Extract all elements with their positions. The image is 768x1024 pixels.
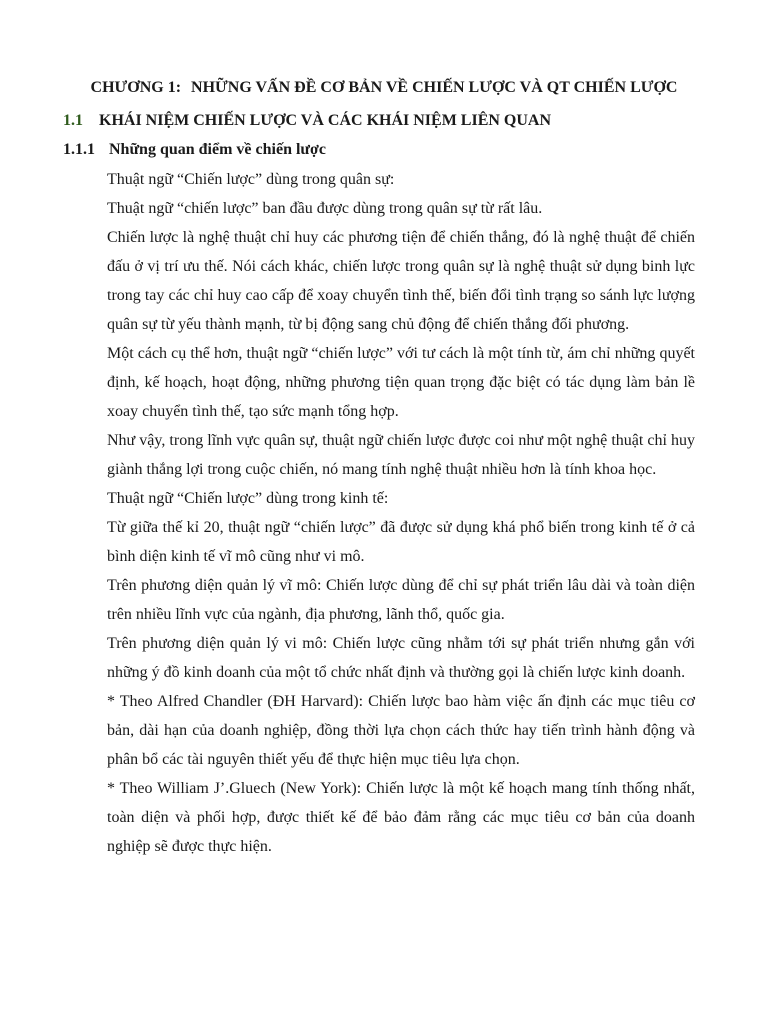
body-text xyxy=(107,165,695,861)
paragraph: Thuật ngữ “chiến lược” ban đầu được dùng trong quân sự từ rất lâu. xyxy=(107,200,543,217)
section-heading xyxy=(63,110,551,132)
paragraph: Chiến lược là nghệ thuật chỉ huy các phương tiện để chiến thắng, đó là nghệ thuật để chiến đấu ở vị trí ưu thế. Nói cách khác, chiến lược trong quân sự là nghệ thuật sử dụng binh lực trong tay các chỉ huy cao cấp để xoay chuyển tình thế, biến đổi tình trạng so sánh lực lượng quân sự từ yếu thành mạnh, từ bị động sang chủ động để chiến thắng đối phương. xyxy=(107,229,695,333)
paragraph: * Theo William J’.Gluech (New York): Chiến lược là một kế hoạch mang tính thống nhất, toàn diện và phối hợp, được thiết kế để bảo đảm rằng các mục tiêu cơ bản của doanh nghiệp sẽ được thực hiện. xyxy=(107,780,695,855)
paragraph: Trên phương diện quản lý vĩ mô: Chiến lược dùng để chỉ sự phát triển lâu dài và toàn diện trên nhiều lĩnh vực của ngành, địa phương, lãnh thổ, quốc gia. xyxy=(107,577,695,623)
subsection-title: Những quan điểm về chiến lược xyxy=(109,141,326,158)
chapter-label: CHƯƠNG 1: xyxy=(90,79,182,96)
chapter-title-text: NHỮNG VẤN ĐỀ CƠ BẢN VỀ CHIẾN LƯỢC VÀ QT CHIẾN LƯỢC xyxy=(191,79,678,96)
paragraph: Trên phương diện quản lý vi mô: Chiến lược cũng nhằm tới sự phát triển nhưng gắn với những ý đồ kinh doanh của một tổ chức nhất định và thường gọi là chiến lược kinh doanh. xyxy=(107,635,695,681)
paragraph: Một cách cụ thể hơn, thuật ngữ “chiến lược” với tư cách là một tính từ, ám chỉ những quyết định, kế hoạch, hoạt động, những phương tiện quan trọng đặc biệt có tác dụng làm bản lề xoay chuyển tình thế, tạo sức mạnh tổng hợp. xyxy=(107,345,695,420)
subsection-number: 1.1.1 xyxy=(63,141,95,158)
paragraph: Thuật ngữ “Chiến lược” dùng trong kinh tế: xyxy=(107,490,389,507)
paragraph: Thuật ngữ “Chiến lược” dùng trong quân sự: xyxy=(107,171,395,188)
paragraph: Từ giữa thế kỉ 20, thuật ngữ “chiến lược” đã được sử dụng khá phổ biến trong kinh tế ở cả bình diện kinh tế vĩ mô cũng như vi mô. xyxy=(107,519,695,565)
chapter-title xyxy=(0,77,768,99)
section-title: KHÁI NIỆM CHIẾN LƯỢC VÀ CÁC KHÁI NIỆM LIÊN QUAN xyxy=(99,112,552,129)
section-number: 1.1 xyxy=(63,112,83,129)
paragraph: * Theo Alfred Chandler (ĐH Harvard): Chiến lược bao hàm việc ấn định các mục tiêu cơ bản, dài hạn của doanh nghiệp, đồng thời lựa chọn cách thức hay tiến trình hành động và phân bổ các tài nguyên thiết yếu để thực hiện mục tiêu lựa chọn. xyxy=(107,693,695,768)
paragraph: Như vậy, trong lĩnh vực quân sự, thuật ngữ chiến lược được coi như một nghệ thuật chỉ huy giành thắng lợi trong cuộc chiến, nó mang tính nghệ thuật nhiều hơn là tính khoa học. xyxy=(107,432,695,478)
subsection-heading xyxy=(63,139,326,161)
